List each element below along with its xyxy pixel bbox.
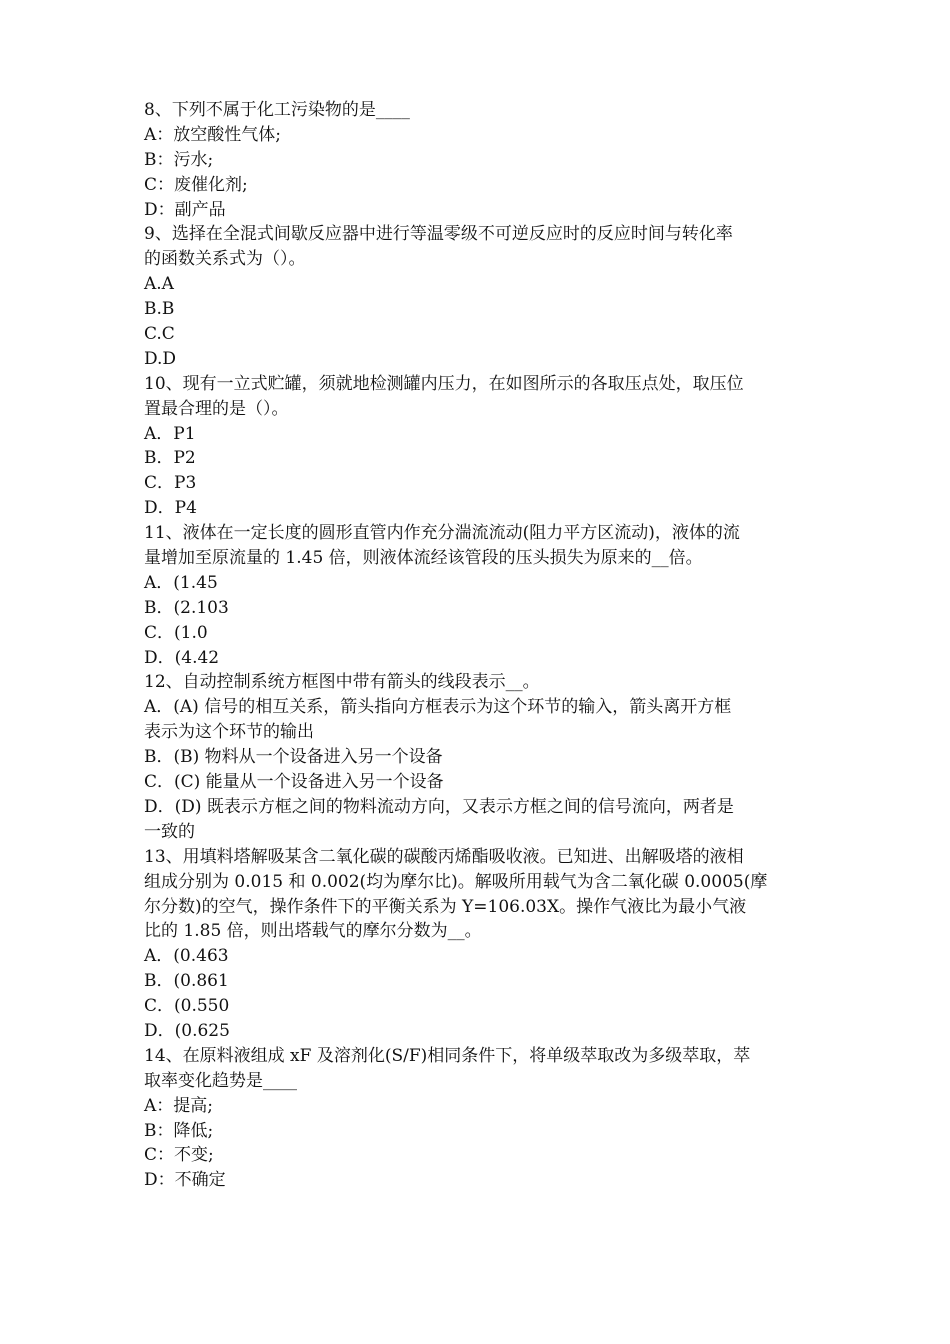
answer-option [144, 422, 824, 447]
question [144, 1044, 824, 1193]
answer-option-line: A．(0.463 [144, 946, 229, 967]
answer-option-line: C．(1.0 [144, 622, 208, 643]
answer-option [144, 621, 824, 646]
answer-option [144, 795, 824, 845]
answer-option-line: A.A [144, 274, 174, 295]
answer-option [144, 1143, 824, 1168]
answer-option [144, 745, 824, 770]
question-stem-line: 9、选择在全混式间歇反应器中进行等温零级不可逆反应时的反应时间与转化率 [144, 224, 733, 245]
answer-option [144, 347, 824, 372]
answer-option [144, 198, 824, 223]
answer-option [144, 496, 824, 521]
answer-option-line: C．P3 [144, 473, 197, 494]
answer-option-line: D：不确定 [144, 1170, 226, 1191]
document-body [144, 98, 824, 1193]
question [144, 372, 824, 521]
answer-option [144, 994, 824, 1019]
answer-option-line: C：不变; [144, 1145, 214, 1166]
answer-option-line: B．P2 [144, 448, 196, 469]
answer-option [144, 596, 824, 621]
question-stem-line: 量增加至原流量的 1.45 倍，则液体流经该管段的压头损失为原来的__倍。 [144, 548, 703, 569]
answer-option-line: D．P4 [144, 498, 197, 519]
answer-option-line: B．(B) 物料从一个设备进入另一个设备 [144, 747, 443, 768]
question-stem-line: 比的 1.85 倍，则出塔载气的摩尔分数为__。 [144, 921, 482, 942]
answer-option-line: A：提高; [144, 1095, 214, 1116]
answer-option [144, 770, 824, 795]
question-stem-line: 取率变化趋势是____ [144, 1070, 297, 1091]
answer-option-line: A．(1.45 [144, 572, 218, 593]
question-stem-line: 11、液体在一定长度的圆形直管内作充分湍流流动(阻力平方区流动)，液体的流 [144, 523, 740, 544]
answer-option [144, 646, 824, 671]
answer-option [144, 969, 824, 994]
question-stem-line: 尔分数)的空气，操作条件下的平衡关系为 Y=106.03X。操作气液比为最小气液 [144, 896, 747, 917]
answer-option-line: D：副产品 [144, 199, 226, 220]
answer-option-line: 表示为这个环节的输出 [144, 722, 314, 743]
answer-option [144, 173, 824, 198]
answer-option-line: D．(D) 既表示方框之间的物料流动方向，又表示方框之间的信号流向，两者是 [144, 796, 734, 817]
question-stem-line: 14、在原料液组成 xF 及溶剂化(S/F)相同条件下，将单级萃取改为多级萃取，萃 [144, 1045, 751, 1066]
answer-option-line: D．(4.42 [144, 647, 220, 668]
answer-option [144, 1168, 824, 1193]
answer-option-line: A．P1 [144, 423, 196, 444]
answer-option-line: D．(0.625 [144, 1020, 230, 1041]
answer-option [144, 446, 824, 471]
question-stem-line: 13、用填料塔解吸某含二氧化碳的碳酸丙烯酯吸收液。已知进、出解吸塔的液相 [144, 846, 744, 867]
answer-option [144, 272, 824, 297]
answer-option [144, 1119, 824, 1144]
answer-option [144, 123, 824, 148]
question-stem-line: 10、现有一立式贮罐，须就地检测罐内压力，在如图所示的各取压点处，取压位 [144, 373, 744, 394]
answer-option-line: 一致的 [144, 821, 195, 842]
question-stem-line: 12、自动控制系统方框图中带有箭头的线段表示__。 [144, 672, 540, 693]
answer-option [144, 322, 824, 347]
answer-option [144, 944, 824, 969]
question [144, 222, 824, 371]
answer-option-line: C：废催化剂; [144, 174, 248, 195]
answer-option-line: B：污水; [144, 149, 214, 170]
answer-option-line: A．(A) 信号的相互关系，箭头指向方框表示为这个环节的输入，箭头离开方框 [144, 697, 732, 718]
answer-option-line: B．(2.103 [144, 597, 229, 618]
answer-option [144, 695, 824, 745]
question-stem-line: 组成分别为 0.015 和 0.002(均为摩尔比)。解吸所用载气为含二氧化碳 0.0005(摩 [144, 871, 768, 892]
question-stem-line: 置最合理的是（）。 [144, 398, 289, 419]
answer-option [144, 297, 824, 322]
answer-option [144, 571, 824, 596]
answer-option [144, 471, 824, 496]
answer-option [144, 1094, 824, 1119]
answer-option [144, 148, 824, 173]
question [144, 521, 824, 670]
answer-option-line: B.B [144, 299, 175, 320]
answer-option-line: C．(0.550 [144, 996, 230, 1017]
answer-option-line: C．(C) 能量从一个设备进入另一个设备 [144, 772, 444, 793]
question-stem-line: 8、下列不属于化工污染物的是____ [144, 100, 410, 120]
answer-option [144, 1019, 824, 1044]
answer-option-line: B：降低; [144, 1120, 214, 1141]
answer-option-line: C.C [144, 324, 175, 345]
question [144, 845, 824, 1044]
question-stem-line: 的函数关系式为（）。 [144, 249, 306, 270]
answer-option-line: A：放空酸性气体; [144, 124, 282, 145]
answer-option-line: B．(0.861 [144, 971, 229, 992]
answer-option-line: D.D [144, 348, 177, 369]
question [144, 98, 824, 222]
question [144, 670, 824, 844]
